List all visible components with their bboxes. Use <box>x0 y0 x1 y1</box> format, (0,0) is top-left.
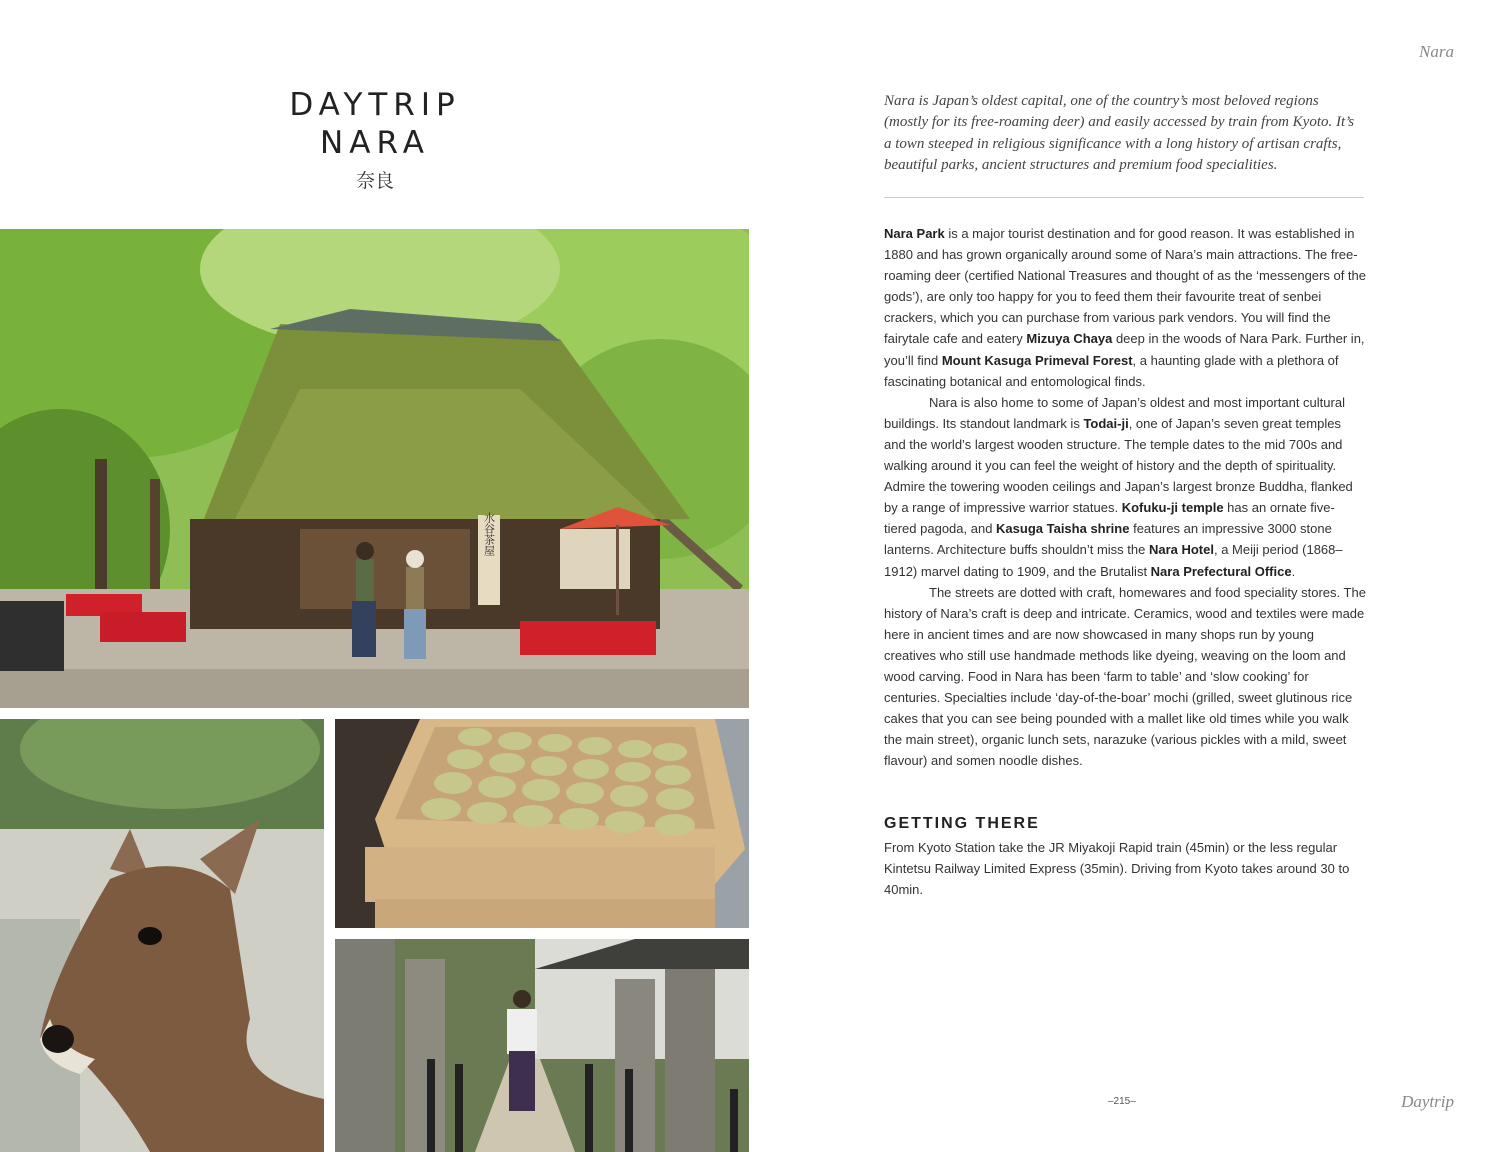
bold-place-name: Nara Hotel <box>1148 542 1214 558</box>
title-japanese: 奈良 <box>355 171 394 192</box>
body-run: The streets are dotted with craft, homewares and food speciality stores. The history of Nara’s craft is deep and intricate. Ceramics, wood and textiles were made here in ancient times and are now showcased in many shops run by young creatives who still use handmade methods like dyeing, weaving on the loom and wood carving. Food in Nara has been ‘farm to table’ and ‘slow cooking’ for centuries. Specialties include ‘day-of-the-boar’ mochi (grilled, sweet glutinous rice cakes that you can see being pounded with a mallet like old times while you walk the main street), organic lunch sets, narazuke (various pickles with a mild, sweet flavour) and somen noodle dishes. <box>884 584 1366 769</box>
body-run: is a major tourist destination and for good reason. It was established in 1880 and has grown organically around some of Nara’s main attractions. The free-roaming deer (certified National Treasures and thought of as the ‘messengers of the gods’), are only too happy for you to feed them their favourite treat of senbei crackers, which you can purchase from various park vendors. You will find the fairytale cafe and eatery <box>884 226 1366 347</box>
bold-place-name: Mizuya Chaya <box>1026 331 1113 347</box>
bold-place-name: Mount Kasuga Primeval Forest <box>941 352 1133 368</box>
bold-place-name: Todai-ji <box>1083 415 1129 431</box>
body-run: features an impressive 3000 stone lanterns. Architecture buffs shouldn’t miss the <box>884 521 1332 558</box>
bold-place-name: Nara Prefectural Office <box>1150 563 1292 579</box>
shrine-path-photo <box>335 939 749 1152</box>
body-run: has an ornate five-tiered pagoda, and <box>884 500 1335 537</box>
bold-place-name: Kasuga Taisha shrine <box>996 521 1130 537</box>
title-line-2: NARA <box>320 125 430 161</box>
body-run: , a haunting glade with a plethora of fascinating botanical and entomological finds. <box>884 352 1339 389</box>
title-line-1: DAYTRIP <box>289 87 461 123</box>
getting-there-text: From Kyoto Station take the JR Miyakoji Rapid train (45min) or the less regular Kintetsu Railway Limited Express (35min). Driving from Kyoto takes around 30 to 40min. <box>884 840 1350 898</box>
body-paragraph-nara-park <box>884 223 1366 392</box>
body-run: . <box>1291 563 1296 579</box>
mochi-photo <box>335 719 749 928</box>
page-number: –215– <box>1108 1096 1136 1107</box>
getting-there-heading: GETTING THERE <box>884 815 1040 832</box>
bold-place-name: Nara Park <box>884 226 945 241</box>
teahouse-photo <box>0 229 749 708</box>
title-block <box>200 86 550 193</box>
section-footer: Daytrip <box>1401 1092 1454 1111</box>
body-run: , one of Japan’s seven great temples and the world’s largest wooden structure. The temple dates to the mid 700s and walking around it you can feel the weight of history and the depth of spirituality. Admire the towering wooden ceilings and Japan’s largest bronze Buddha, flanked by a range of impressive warrior statues. <box>884 415 1353 516</box>
body-run: , a Meiji period (1868–1912) marvel dating to 1909, and the Brutalist <box>884 542 1343 579</box>
body-run: deep in the woods of Nara Park. Further in, you’ll find <box>884 331 1365 368</box>
body-text <box>884 223 1366 771</box>
bold-place-name: Kofuku-ji temple <box>1121 500 1224 516</box>
body-run: Nara is also home to some of Japan’s oldest and most important cultural buildings. Its standout landmark is <box>884 394 1345 431</box>
intro-paragraph: Nara is Japan’s oldest capital, one of the country’s most beloved regions (mostly for its free-roaming deer) and easily accessed by train from Kyoto. It’s a town steeped in religious significance with a long history of artisan crafts, beautiful parks, ancient structures and premium food specialities. <box>884 93 1355 173</box>
divider-rule <box>884 197 1364 198</box>
deer-photo <box>0 719 324 1152</box>
teahouse-sign: 水谷茶屋 <box>482 512 496 556</box>
running-head: Nara <box>1419 42 1454 61</box>
body-paragraph-crafts-food <box>884 582 1366 772</box>
body-paragraph-buildings <box>884 392 1366 582</box>
